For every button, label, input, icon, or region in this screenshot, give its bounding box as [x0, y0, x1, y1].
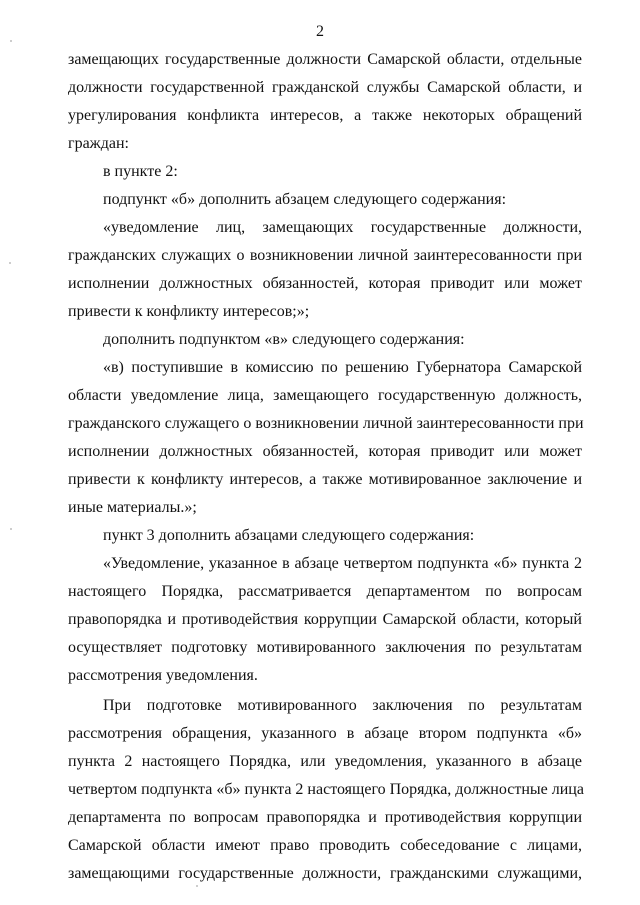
- text-line: При подготовке мотивированного заключения по результатам: [103, 697, 582, 714]
- page-number: 2: [316, 23, 324, 40]
- text-line: настоящего Порядка, рассматривается департаментом по вопросам: [68, 583, 582, 600]
- text-line: области уведомление лица, замещающего государственную должность,: [68, 387, 582, 404]
- text-line: в пункте 2:: [103, 163, 178, 180]
- text-line: иные материалы.»;: [68, 499, 197, 516]
- text-line: исполнении должностных обязанностей, которая приводит или может: [68, 443, 582, 460]
- text-line: «в) поступившие в комиссию по решению Губернатора Самарской: [103, 359, 582, 376]
- scan-speck: [10, 40, 12, 42]
- text-line: замещающих государственные должности Самарской области, отдельные: [68, 51, 582, 68]
- text-line: четвертом подпункта «б» пункта 2 настоящего Порядка, должностные лица: [68, 781, 584, 798]
- text-line: рассмотрения обращения, указанного в абзаце втором подпункта «б»: [68, 725, 582, 742]
- text-line: «уведомление лиц, замещающих государственные должности,: [103, 219, 582, 236]
- text-line: гражданских служащих о возникновении личной заинтересованности при: [68, 247, 582, 264]
- text-line: урегулирования конфликта интересов, а также некоторых обращений: [68, 107, 582, 124]
- text-line: подпункт «б» дополнить абзацем следующего содержания:: [103, 191, 507, 208]
- scan-speck: [9, 262, 11, 264]
- text-line: пункта 2 настоящего Порядка, или уведомления, указанного в абзаце: [68, 753, 582, 770]
- text-line: Самарской области имеют право проводить собеседование с лицами,: [68, 837, 582, 854]
- text-line: замещающими государственные должности, гражданскими служащими,: [68, 865, 582, 882]
- text-line: гражданского служащего о возникновении личной заинтересованности при: [68, 415, 584, 432]
- text-line: департамента по вопросам правопорядка и противодействия коррупции: [68, 809, 582, 826]
- text-line: пункт 3 дополнить абзацами следующего содержания:: [103, 527, 475, 544]
- text-line: рассмотрения уведомления.: [68, 667, 258, 684]
- scan-speck: [10, 528, 12, 530]
- text-line: «Уведомление, указанное в абзаце четвертом подпункта «б» пункта 2: [103, 555, 582, 572]
- text-line: осуществляет подготовку мотивированного заключения по результатам: [68, 639, 582, 656]
- text-line: граждан:: [68, 135, 129, 152]
- text-line: должности государственной гражданской службы Самарской области, и: [68, 79, 582, 96]
- text-line: привести к конфликту интересов;»;: [68, 303, 310, 320]
- text-line: правопорядка и противодействия коррупции Самарской области, который: [68, 611, 582, 628]
- text-line: дополнить подпунктом «в» следующего содержания:: [103, 331, 465, 348]
- text-line: исполнении должностных обязанностей, которая приводит или может: [68, 275, 582, 292]
- scan-speck: [196, 885, 198, 887]
- text-line: привести к конфликту интересов, а также мотивированное заключение и: [68, 471, 582, 488]
